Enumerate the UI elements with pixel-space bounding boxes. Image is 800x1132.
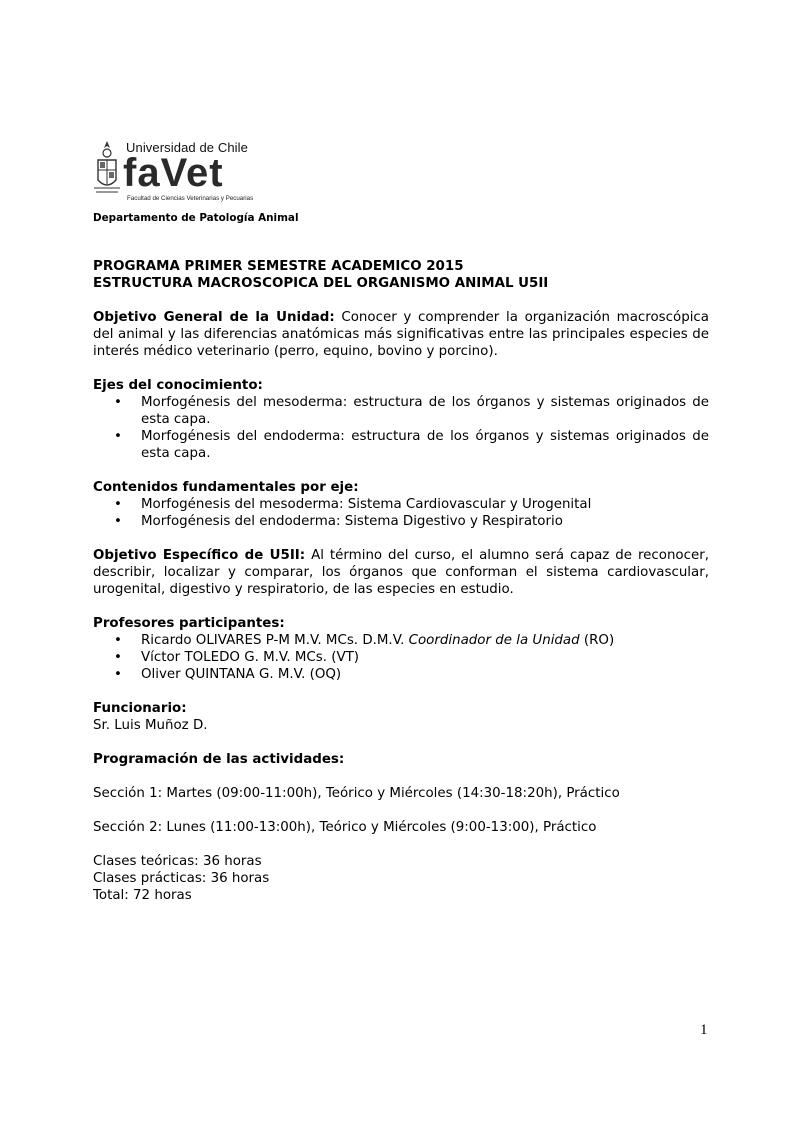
university-name: Universidad de Chile — [126, 140, 248, 155]
page-number: 1 — [700, 1022, 708, 1038]
schedule-section-1: Sección 1: Martes (09:00-11:00h), Teórico y Miércoles (14:30-18:20h), Práctico — [93, 786, 620, 801]
general-objective-text: Conocer y comprender la organización macroscópica del animal y las diferencias anatómicas más significativas entre las principales especies de interés médico veterinario (perro, equino, bovino y porcino). — [93, 310, 709, 359]
axes-list — [93, 394, 709, 462]
list-item: • Víctor TOLEDO G. M.V. MCs. (VT) — [114, 650, 360, 665]
list-item: • Morfogénesis del endoderma: Sistema Digestivo y Respiratorio — [114, 514, 563, 529]
university-logo — [92, 138, 252, 202]
list-item: • Ricardo OLIVARES P-M M.V. MCs. D.M.V. Coordinador de la Unidad (RO) — [114, 633, 615, 648]
department-name: Departamento de Patología Animal — [93, 212, 299, 224]
list-item: • Morfogénesis del mesoderma: Sistema Cardiovascular y Urogenital — [114, 497, 592, 512]
schedule-section-2: Sección 2: Lunes (11:00-13:00h), Teórico y Miércoles (9:00-13:00), Práctico — [93, 820, 597, 835]
total-hours: Total: 72 horas — [93, 888, 192, 903]
contents-list — [93, 496, 709, 530]
program-title: PROGRAMA PRIMER SEMESTRE ACADEMICO 2015 — [93, 259, 464, 274]
general-objective-label: Objetivo General de la Unidad: — [93, 310, 335, 325]
axes-heading: Ejes del conocimiento: — [93, 378, 263, 393]
staff-heading: Funcionario: — [93, 701, 187, 716]
practice-hours: Clases prácticas: 36 horas — [93, 871, 270, 886]
specific-objective — [93, 547, 709, 598]
schedule-heading: Programación de las actividades: — [93, 752, 345, 767]
contents-heading: Contenidos fundamentales por eje: — [93, 480, 359, 495]
list-item: • Morfogénesis del mesoderma: estructura de los órganos y sistemas originados de esta capa. — [114, 395, 709, 427]
university-crest-icon — [92, 140, 122, 198]
professors-list — [93, 632, 709, 683]
specific-objective-text: Al término del curso, el alumno será capaz de reconocer, describir, localizar y comparar, los órganos que conforman el sistema cardiovascular, urogenital, digestivo y respiratorio, de las especies en estudio. — [93, 548, 709, 597]
list-item: • Oliver QUINTANA G. M.V. (OQ) — [114, 667, 342, 682]
faculty-name: Facultad de Ciencias Veterinarias y Pecuarias — [127, 195, 254, 202]
program-content — [93, 258, 709, 904]
list-item: • Morfogénesis del endoderma: estructura de los órganos y sistemas originados de esta capa. — [114, 429, 709, 461]
faculty-wordmark: faVet — [123, 151, 224, 195]
professors-heading: Profesores participantes: — [93, 616, 285, 631]
staff-name: Sr. Luis Muñoz D. — [93, 718, 208, 733]
general-objective — [93, 309, 709, 360]
program-subtitle: ESTRUCTURA MACROSCOPICA DEL ORGANISMO ANIMAL U5II — [93, 276, 549, 291]
theory-hours: Clases teóricas: 36 horas — [93, 854, 262, 869]
specific-objective-label: Objetivo Específico de U5II: — [93, 548, 306, 563]
